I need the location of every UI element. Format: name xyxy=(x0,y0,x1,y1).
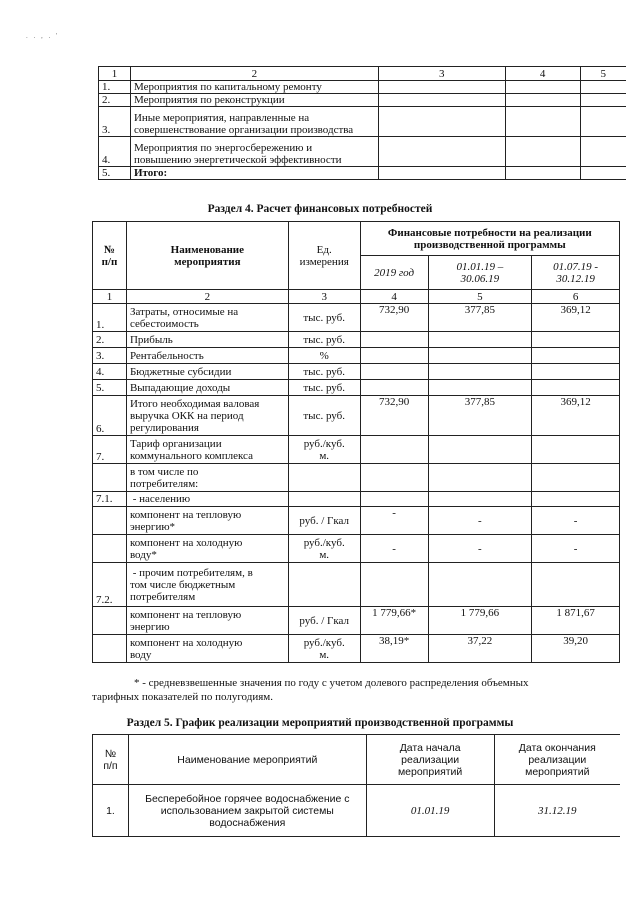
col-num: 4 xyxy=(360,290,428,304)
table-row xyxy=(93,563,620,607)
value-2019: 38,19* xyxy=(360,635,428,663)
row-unit: руб. / Гкал xyxy=(288,607,360,635)
col-num: 5 xyxy=(580,67,626,81)
table-row xyxy=(93,436,620,464)
row-name: Бесперебойное горячее водоснабжение с использованием закрытой системы водоснабжения xyxy=(128,785,366,837)
row-name: Иные мероприятия, направленные на совершенствование организации производства xyxy=(130,107,378,137)
row-num: 3. xyxy=(93,348,127,364)
row-num: 4. xyxy=(93,364,127,380)
value-2019: 732,90 xyxy=(360,396,428,436)
header-row xyxy=(93,735,621,785)
table-row xyxy=(93,348,620,364)
section-4-title: Раздел 4. Расчет финансовых потребностей xyxy=(207,203,433,215)
row-name: Итого необходимая валовая выручка ОКК на период регулирования xyxy=(126,396,288,436)
row-num: 2. xyxy=(93,332,127,348)
value-2019: 1 779,66* xyxy=(360,607,428,635)
value-h2: - xyxy=(532,507,620,535)
row-unit: тыс. руб. xyxy=(288,304,360,332)
row-unit: руб./куб. м. xyxy=(288,635,360,663)
table-row xyxy=(93,364,620,380)
measures-table xyxy=(98,66,626,180)
value-h2: 369,12 xyxy=(532,304,620,332)
row-name: Бюджетные субсидии xyxy=(126,364,288,380)
col-num: 2 xyxy=(126,290,288,304)
row-num: 2. xyxy=(99,94,131,107)
header-unit: Ед. измерения xyxy=(288,222,360,290)
table-row xyxy=(93,507,620,535)
period-2019: 2019 год xyxy=(360,256,428,290)
row-num: 4. xyxy=(99,137,131,167)
table-row xyxy=(93,396,620,436)
row-num: 3. xyxy=(99,107,131,137)
row-name: Мероприятия по реконструкции xyxy=(130,94,378,107)
row-num: 6. xyxy=(93,396,127,436)
row-name: Мероприятия по энергосбережению и повышению энергетической эффективности xyxy=(130,137,378,167)
row-unit: руб. / Гкал xyxy=(288,507,360,535)
footnote: * - средневзвешенные значения по году с учетом долевого распределения объемных тарифных показателей по полугодиям. xyxy=(92,677,529,703)
table-row xyxy=(93,464,620,492)
row-unit: тыс. руб. xyxy=(288,332,360,348)
header-financial-needs: Финансовые потребности на реализации производственной программы xyxy=(360,222,619,256)
value-2019: - xyxy=(360,535,428,563)
table-row xyxy=(99,167,627,180)
scan-mark: . . , . ' xyxy=(26,32,60,40)
col-num: 3 xyxy=(378,67,505,81)
table-row xyxy=(93,785,621,837)
value-h1: 1 779,66 xyxy=(428,607,532,635)
col-num: 1 xyxy=(99,67,131,81)
value-h2: 39,20 xyxy=(532,635,620,663)
col-numbers-row xyxy=(93,290,620,304)
table-row xyxy=(93,304,620,332)
row-name: Выпадающие доходы xyxy=(126,380,288,396)
row-unit: тыс. руб. xyxy=(288,364,360,380)
row-num: 5. xyxy=(99,167,131,180)
table-row xyxy=(93,607,620,635)
section-5-title: Раздел 5. График реализации мероприятий производственной программы xyxy=(126,717,514,729)
col-num: 5 xyxy=(428,290,532,304)
header-num: № п/п xyxy=(93,735,129,785)
table-row xyxy=(93,535,620,563)
row-name: компонент на тепловую энергию xyxy=(126,607,288,635)
row-name: Мероприятия по капитальному ремонту xyxy=(130,81,378,94)
value-h1: 377,85 xyxy=(428,304,532,332)
col-num: 6 xyxy=(532,290,620,304)
value-h1: 37,22 xyxy=(428,635,532,663)
row-name: - прочим потребителям, в том числе бюджетным потребителям xyxy=(126,563,288,607)
value-h2: - xyxy=(532,535,620,563)
value-2019: - xyxy=(360,507,428,535)
header-end: Дата окончания реализации мероприятий xyxy=(494,735,620,785)
header-name: Наименование мероприятия xyxy=(126,222,288,290)
value-h1: - xyxy=(428,535,532,563)
row-unit: тыс. руб. xyxy=(288,380,360,396)
row-unit: % xyxy=(288,348,360,364)
header-row xyxy=(93,222,620,256)
row-num: 7.2. xyxy=(93,563,127,607)
schedule-table xyxy=(92,734,620,837)
table-row xyxy=(93,492,620,507)
row-name: в том числе по потребителям: xyxy=(126,464,288,492)
header-name: Наименование мероприятий xyxy=(128,735,366,785)
end-date: 31.12.19 xyxy=(494,785,620,837)
value-h1: - xyxy=(428,507,532,535)
row-name: компонент на холодную воду* xyxy=(126,535,288,563)
row-num: 7.1. xyxy=(93,492,127,507)
row-name: Тариф организации коммунального комплекса xyxy=(126,436,288,464)
row-name: компонент на холодную воду xyxy=(126,635,288,663)
table-row xyxy=(93,635,620,663)
row-num: 7. xyxy=(93,436,127,464)
row-name: Прибыль xyxy=(126,332,288,348)
row-unit: руб./куб. м. xyxy=(288,535,360,563)
table-row xyxy=(93,380,620,396)
row-num: 1. xyxy=(99,81,131,94)
financial-needs-table xyxy=(92,221,620,663)
value-h2: 1 871,67 xyxy=(532,607,620,635)
row-name: - населению xyxy=(126,492,288,507)
col-num: 3 xyxy=(288,290,360,304)
value-h1: 377,85 xyxy=(428,396,532,436)
table-header-row xyxy=(99,67,627,81)
col-num: 2 xyxy=(130,67,378,81)
table-row xyxy=(99,137,627,167)
row-num: 1. xyxy=(93,304,127,332)
table-row xyxy=(99,94,627,107)
table-row xyxy=(99,107,627,137)
value-2019: 732,90 xyxy=(360,304,428,332)
table-row xyxy=(93,332,620,348)
header-num: № п/п xyxy=(93,222,127,290)
row-name: Затраты, относимые на себестоимость xyxy=(126,304,288,332)
row-name: компонент на тепловую энергию* xyxy=(126,507,288,535)
header-start: Дата начала реализации мероприятий xyxy=(366,735,494,785)
period-h2: 01.07.19 - 30.12.19 xyxy=(532,256,620,290)
table-row xyxy=(99,81,627,94)
col-num: 1 xyxy=(93,290,127,304)
value-h2: 369,12 xyxy=(532,396,620,436)
col-num: 4 xyxy=(505,67,580,81)
row-name: Итого: xyxy=(130,167,378,180)
row-unit: руб./куб. м. xyxy=(288,436,360,464)
row-unit: тыс. руб. xyxy=(288,396,360,436)
start-date: 01.01.19 xyxy=(366,785,494,837)
row-num: 1. xyxy=(93,785,129,837)
row-num: 5. xyxy=(93,380,127,396)
row-name: Рентабельность xyxy=(126,348,288,364)
period-h1: 01.01.19 – 30.06.19 xyxy=(428,256,532,290)
